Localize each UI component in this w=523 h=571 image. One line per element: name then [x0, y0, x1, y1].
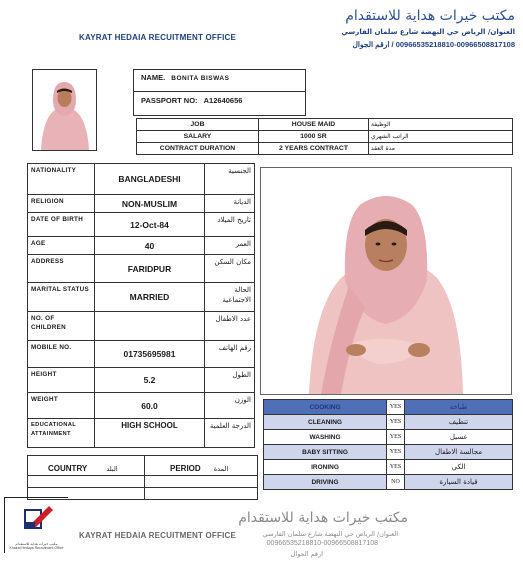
arabic-address: العنوان/ الرياض حي النهضة شارع سلمان الفارسي: [341, 28, 515, 36]
name-passport-box: [133, 69, 306, 116]
footer-phone-numbers: 00966535218810-00966508817108: [266, 540, 378, 547]
footer-arabic-address: العنوان/ الرياض حي النهضة شارع سلمان الفارسي: [262, 530, 398, 538]
education-label: EDUCATIONAL ATTAINMENT: [28, 419, 95, 448]
mobile-label-ar: رقم الهاتف: [205, 341, 255, 368]
weight-value: 60.0: [95, 393, 205, 419]
office-name: KAYRAT HEDAIA RECUITMENT OFFICE: [79, 33, 237, 42]
skill-cooking-yes: YES: [387, 400, 405, 415]
phone-numbers: 00966535218810-00966508817108 / ارقم الجوال: [352, 40, 515, 49]
experience-table: [27, 455, 258, 500]
detail-row-religion: [28, 195, 255, 213]
detail-row-nationality: [28, 164, 255, 195]
name-label: NAME.: [141, 73, 166, 82]
skill-cleaning-yes: YES: [387, 415, 405, 430]
job-table: [136, 118, 513, 155]
country-header: [28, 456, 145, 476]
portrait-image: [33, 70, 96, 150]
mobile-value: 01735695981: [95, 341, 205, 368]
detail-row-address: [28, 255, 255, 283]
country-label: COUNTRY: [48, 464, 88, 473]
candidate-photo-small: [32, 69, 97, 151]
skill-row-cleaning: [264, 415, 513, 430]
name-row: [134, 70, 305, 92]
height-value: 5.2: [95, 368, 205, 393]
details-table: [27, 163, 255, 448]
skill-washing-ar: غسيل: [405, 430, 513, 445]
mobile-label: MOBILE NO.: [28, 341, 95, 368]
age-label: AGE: [28, 237, 95, 255]
contract-row: [137, 143, 513, 155]
marital-label-ar: الحالة الاجتماعية: [205, 283, 255, 312]
skill-row-driving: [264, 475, 513, 490]
education-label-ar: الدرجة العلمية: [205, 419, 255, 448]
nationality-label-ar: الجنسية: [205, 164, 255, 195]
children-label-ar: عدد الاطفال: [205, 312, 255, 341]
salary-value: 1000 SR: [259, 131, 369, 143]
nationality-label: NATIONALITY: [28, 164, 95, 195]
religion-value: NON-MUSLIM: [95, 195, 205, 213]
job-label: JOB: [137, 119, 259, 131]
logo-caption-en: Khairat Hedaya Recruitment Office: [9, 546, 64, 550]
skill-cleaning-ar: تنظيف: [405, 415, 513, 430]
skill-driving-no: NO: [387, 475, 405, 490]
skill-washing: WASHING: [264, 430, 387, 445]
weight-label: WEIGHT: [28, 393, 95, 419]
country-label-ar: البلد: [106, 465, 118, 473]
footer-arabic-title: مكتب خيرات هداية للاستقدام: [238, 510, 408, 526]
address-label: ADDRESS: [28, 255, 95, 283]
detail-row-dob: [28, 213, 255, 237]
skill-row-ironing: [264, 460, 513, 475]
children-label: NO. OF CHILDREN: [28, 312, 95, 341]
job-label-ar: الوظيفة: [369, 119, 513, 131]
skill-driving-ar: قيادة السيارة: [405, 475, 513, 490]
skill-row-washing: [264, 430, 513, 445]
salary-row: [137, 131, 513, 143]
skill-cleaning: CLEANING: [264, 415, 387, 430]
job-value: HOUSE MAID: [259, 119, 369, 131]
religion-label-ar: الديانة: [205, 195, 255, 213]
address-value: FARIDPUR: [95, 255, 205, 283]
skill-ironing-ar: الكي: [405, 460, 513, 475]
skill-cooking-ar: طباخة: [405, 400, 513, 415]
detail-row-height: [28, 368, 255, 393]
height-label-ar: الطول: [205, 368, 255, 393]
candidate-photo-large: [260, 167, 512, 395]
footer-logo: [4, 497, 68, 553]
passport-value: A12640656: [203, 96, 243, 105]
weight-label-ar: الوزن: [205, 393, 255, 419]
skill-ironing-yes: YES: [387, 460, 405, 475]
dob-value: 12-Oct-84: [95, 213, 205, 237]
salary-label-ar: الراتب الشهري: [369, 131, 513, 143]
experience-row: [28, 476, 258, 488]
skill-washing-yes: YES: [387, 430, 405, 445]
passport-label: PASSPORT NO:: [141, 96, 198, 105]
skill-driving: DRIVING: [264, 475, 387, 490]
period-label: PERIOD: [170, 464, 201, 473]
address-label-ar: مكان السكن: [205, 255, 255, 283]
job-row: [137, 119, 513, 131]
detail-row-education: [28, 419, 255, 448]
salary-label: SALARY: [137, 131, 259, 143]
detail-row-marital: [28, 283, 255, 312]
marital-label: MARITAL STATUS: [28, 283, 95, 312]
religion-label: RELIGION: [28, 195, 95, 213]
skill-babysitting-ar: مجالسة الاطفال: [405, 445, 513, 460]
dob-label-ar: تاريخ الميلاد: [205, 213, 255, 237]
period-header: [145, 456, 258, 476]
nationality-value: BANGLADESHI: [95, 164, 205, 195]
children-value: [95, 312, 205, 341]
experience-header-row: [28, 456, 258, 476]
detail-row-children: [28, 312, 255, 341]
marital-value: MARRIED: [95, 283, 205, 312]
contract-value: 2 YEARS CONTRACT: [259, 143, 369, 155]
footer-phones-label-ar: ارقم الجوال: [290, 550, 323, 558]
name-value: BONITA BISWAS: [171, 75, 230, 82]
dob-label: DATE OF BIRTH: [28, 213, 95, 237]
contract-label: CONTRACT DURATION: [137, 143, 259, 155]
skill-ironing: IRONING: [264, 460, 387, 475]
detail-row-mobile: [28, 341, 255, 368]
skill-cooking: COOKING: [264, 400, 387, 415]
skill-babysitting: BABY SITTING: [264, 445, 387, 460]
full-portrait-image: [261, 168, 511, 394]
passport-row: [134, 92, 305, 116]
skill-babysitting-yes: YES: [387, 445, 405, 460]
skills-table: [263, 399, 513, 490]
skill-row-cooking: [264, 400, 513, 415]
detail-row-age: [28, 237, 255, 255]
age-label-ar: العمر: [205, 237, 255, 255]
skill-row-babysitting: [264, 445, 513, 460]
detail-row-weight: [28, 393, 255, 419]
period-label-ar: المدة: [213, 465, 229, 473]
logo-icon: [5, 498, 69, 538]
arabic-office-title: مكتب خيرات هداية للاستقدام: [345, 8, 515, 24]
education-value: HIGH SCHOOL: [95, 419, 205, 448]
contract-label-ar: مدة العقد: [369, 143, 513, 155]
footer-office-name: KAYRAT HEDAIA RECUITMENT OFFICE: [79, 531, 237, 540]
age-value: 40: [95, 237, 205, 255]
logo-caption-ar: مكتب خيرات هداية للاستقدام: [15, 542, 58, 546]
footer-phones: [198, 540, 378, 547]
height-label: HEIGHT: [28, 368, 95, 393]
